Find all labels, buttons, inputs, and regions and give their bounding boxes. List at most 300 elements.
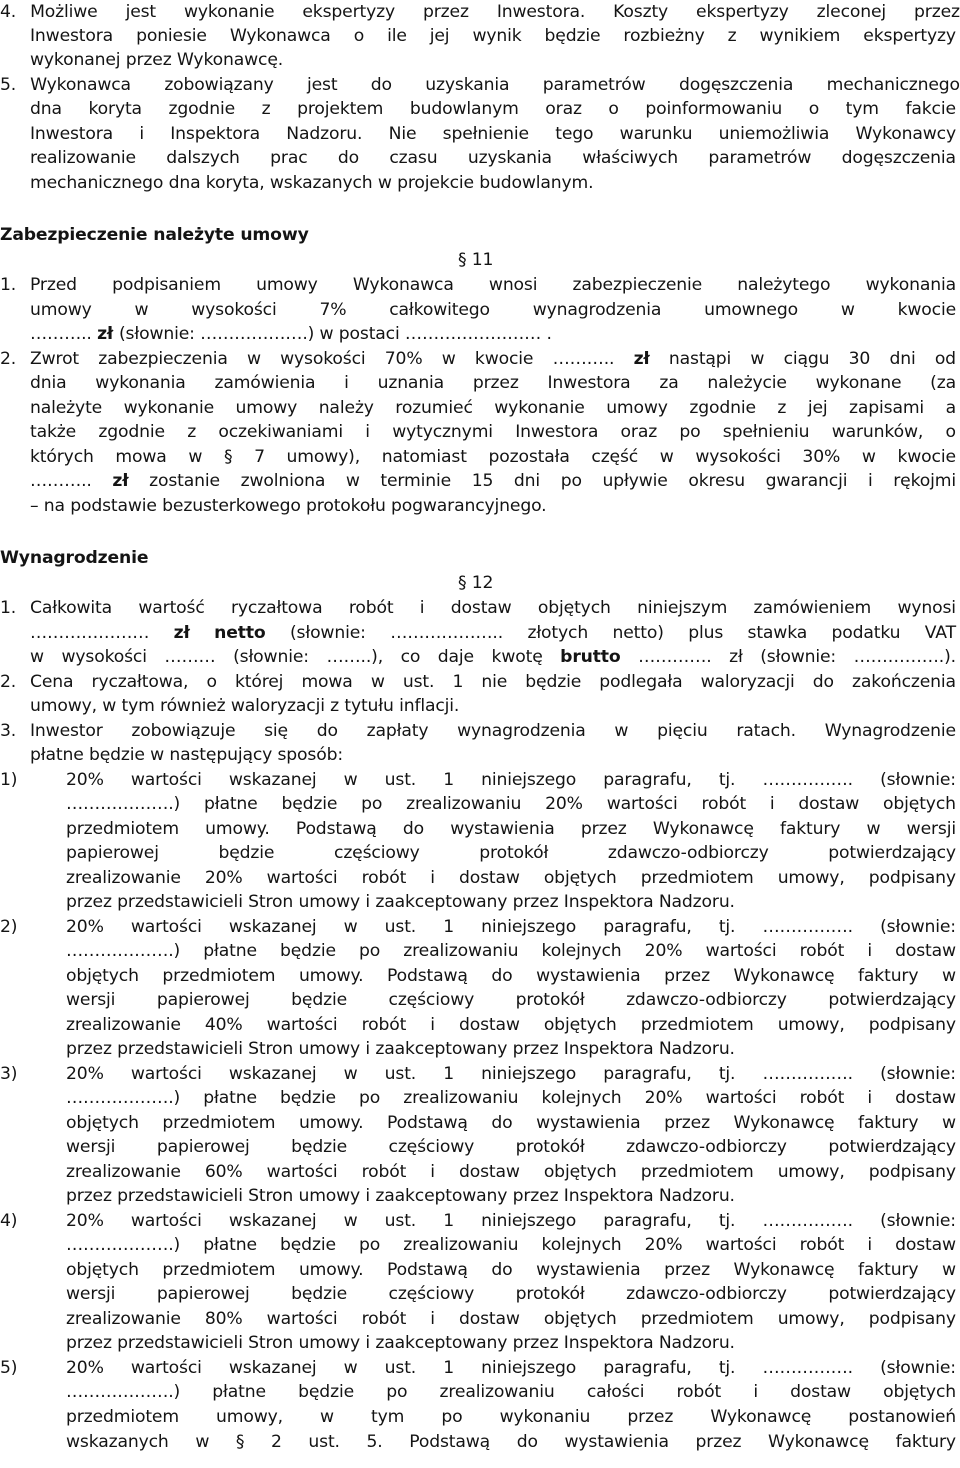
word: umowy (298, 892, 366, 912)
word: zgodnie (98, 422, 165, 442)
word: uzyskania (425, 75, 510, 95)
word: zamówieniem (753, 598, 872, 618)
word: robót (676, 1382, 722, 1402)
word: wynik (472, 26, 522, 46)
line-text (30, 670, 956, 695)
word: 1 (443, 1358, 455, 1378)
word: i (139, 124, 144, 144)
word: umowy (256, 275, 318, 295)
word: ciągu (783, 349, 830, 369)
word: tym (845, 99, 879, 119)
word: i (419, 598, 425, 618)
word: § (223, 447, 233, 467)
word: Inwestora (547, 373, 631, 393)
word: paragrafu, (603, 1211, 692, 1231)
word: …………….). (853, 647, 956, 667)
word: po (359, 941, 381, 961)
text-line (0, 915, 956, 940)
word: Stron (248, 892, 299, 912)
word: dostaw (458, 1309, 520, 1329)
word: (słownie: (880, 1211, 956, 1231)
word: ust. (384, 770, 417, 790)
word: po (359, 1235, 381, 1255)
word: zwolniona (240, 471, 326, 491)
word: w (614, 721, 629, 741)
word: objętych (537, 598, 611, 618)
word: objętych (66, 966, 139, 986)
word: robót (799, 1235, 845, 1255)
word: zapisami (849, 398, 925, 418)
word: zaakceptowany (375, 1039, 513, 1059)
word: dostaw (895, 1235, 956, 1255)
word: umowy, (777, 1309, 845, 1329)
word: się (264, 721, 288, 741)
word: kolejnych (541, 1235, 622, 1255)
word: 20% (66, 917, 104, 937)
word: tj. (718, 770, 736, 790)
word: wynosi (897, 598, 956, 618)
word: umowy (30, 300, 92, 320)
word: będzie (291, 1137, 348, 1157)
text-line (30, 445, 956, 470)
word: ……………….) (66, 1382, 181, 1402)
word: po (560, 471, 582, 491)
word: rozumieć (395, 398, 473, 418)
word: dostaw (798, 794, 860, 814)
word: wykonania (865, 275, 956, 295)
word: wynagrodzenia (532, 300, 662, 320)
word: w (370, 672, 385, 692)
word: Inwestora (515, 422, 599, 442)
word: 70% (384, 349, 423, 369)
word: dostaw (790, 1382, 851, 1402)
word: Nadzoru. (658, 892, 735, 912)
word: faktury (895, 1432, 956, 1452)
word: paragrafu, (603, 1358, 692, 1378)
word: wartości (130, 1358, 202, 1378)
word: Całkowita (30, 598, 113, 618)
text-line (66, 841, 956, 866)
word: prac (270, 148, 308, 168)
word: i (430, 1309, 435, 1329)
word: Wykonawcy (855, 124, 956, 144)
word: podpisany (868, 1162, 956, 1182)
text-line (66, 1405, 956, 1430)
word: wartości (705, 941, 777, 961)
line-text (30, 0, 960, 25)
word: zrealizowaniu (403, 1088, 519, 1108)
word: do (370, 75, 392, 95)
word: Wykonawcę (733, 1113, 835, 1133)
word: w (343, 1358, 358, 1378)
word: niniejszego (481, 1211, 577, 1231)
word: zrealizowaniu (439, 1382, 555, 1402)
word: przedstawicieli (117, 1039, 249, 1059)
word: przedmiotem (640, 868, 754, 888)
word: przez (512, 1186, 564, 1206)
word: po (679, 422, 701, 442)
word: protokół (479, 843, 549, 863)
word: 30 (848, 349, 871, 369)
word: ust. (402, 672, 435, 692)
word: zabezpieczenia (98, 349, 228, 369)
word: § (235, 1432, 245, 1452)
text-line (66, 1111, 956, 1136)
word: fakcie (905, 99, 956, 119)
word: częściowy (388, 1137, 475, 1157)
text-line (66, 1307, 956, 1332)
word: zakończenia (852, 672, 956, 692)
text-line (66, 1184, 956, 1209)
word: zdawczo-odbiorczy (607, 843, 769, 863)
word: niniejszego (481, 917, 577, 937)
word: wystawienia (536, 1260, 641, 1280)
word: przedstawicieli (117, 892, 249, 912)
text-line (66, 939, 956, 964)
word: podpisaniem (112, 275, 221, 295)
text-line (66, 1086, 956, 1111)
word: w (319, 324, 339, 344)
word: przez (664, 1113, 710, 1133)
word: natomiast (381, 447, 467, 467)
word: umowy. (298, 1260, 364, 1280)
word: Wykonawcę (733, 1260, 835, 1280)
text-line (30, 146, 956, 171)
word: dostaw (458, 1015, 520, 1035)
word: w (343, 1064, 358, 1084)
line-text (30, 719, 956, 744)
word: ……………. (762, 1358, 853, 1378)
text-line (0, 719, 956, 744)
word: będzie (544, 26, 601, 46)
text-line (30, 322, 956, 347)
word: Cena (30, 672, 74, 692)
text-line (30, 298, 956, 323)
word: ……….. (552, 349, 615, 369)
word: dostaw (458, 1162, 520, 1182)
word: zaakceptowany (375, 1333, 513, 1353)
word: ……………….) (66, 794, 181, 814)
word: płatne (203, 794, 258, 814)
item-number: 1. (0, 275, 17, 295)
text-line (0, 273, 956, 298)
word: wartości (266, 1162, 338, 1182)
word: pogwarancyjnego. (391, 496, 547, 516)
word: w (840, 300, 855, 320)
word: zrealizowaniu (403, 941, 519, 961)
word: kwocie (474, 349, 534, 369)
word: o (353, 26, 365, 46)
word: w (941, 1113, 956, 1133)
text-line (0, 670, 956, 695)
word: całkowitego (389, 300, 490, 320)
word: ust. (384, 917, 417, 937)
word: 20% (66, 1211, 104, 1231)
word: sposób: (277, 745, 343, 765)
word: umowy, (777, 1162, 845, 1182)
word: płatne (203, 941, 257, 961)
word: dogęszczenia (678, 75, 794, 95)
word: do (316, 721, 338, 741)
word: wersji (66, 1284, 116, 1304)
word: zł (173, 623, 190, 643)
word: do (516, 1432, 538, 1452)
word: przez (914, 2, 960, 22)
word: terminie (380, 471, 452, 491)
word: jej (429, 26, 450, 46)
word: podatku (831, 623, 901, 643)
word: objętych (543, 1309, 617, 1329)
word: Wykonawca (229, 26, 331, 46)
word: Wykonawcę (710, 1407, 812, 1427)
word: i (769, 794, 775, 814)
text-line: mechanicznego dna koryta, wskazanych w projekcie budowlanym. (30, 173, 594, 193)
word: uzyskania (467, 148, 552, 168)
word: zgodnie (168, 99, 236, 119)
word: postanowień (848, 1407, 956, 1427)
word: wykonanie (494, 398, 585, 418)
word: umowy (606, 398, 668, 418)
word: w (941, 1260, 956, 1280)
word: faktury (858, 1113, 919, 1133)
word: tym (121, 696, 161, 716)
word: bezusterkowego (162, 496, 307, 516)
word: umowy. (205, 819, 270, 839)
word: przez (512, 892, 564, 912)
word: waloryzacji (230, 696, 331, 716)
word: niniejszego (481, 770, 577, 790)
word: mowa (301, 672, 353, 692)
word: przedmiotem (162, 1113, 276, 1133)
text-line (0, 347, 956, 372)
word: zamówienia (214, 373, 316, 393)
word: i (365, 422, 370, 442)
word: zrealizowaniu (403, 1235, 519, 1255)
word: ……………….. (390, 623, 504, 643)
word: wykonaniu (499, 1407, 591, 1427)
word: potwierdzający (828, 990, 956, 1010)
word: będzie (280, 1088, 336, 1108)
word: tym (371, 1407, 405, 1427)
word: Stron (248, 1186, 299, 1206)
word: przedstawicieli (117, 1186, 249, 1206)
word: właściwych (582, 148, 679, 168)
word: niniejszym (637, 598, 728, 618)
word: przez (512, 1333, 564, 1353)
word: w (343, 917, 358, 937)
word: ……………. (762, 1211, 853, 1231)
word: jest (125, 2, 157, 22)
word: robót (361, 1015, 407, 1035)
word: wartość (138, 598, 205, 618)
word: umowy. (298, 1113, 364, 1133)
word: będzie (291, 1284, 348, 1304)
word: faktury (858, 966, 919, 986)
word: Inspektora (563, 892, 659, 912)
word: wystawienia (536, 1113, 641, 1133)
word: ile (387, 26, 407, 46)
word: Wynagrodzenie (824, 721, 956, 741)
word: będzie (281, 794, 338, 814)
word: wynagrodzenia (457, 721, 586, 741)
item-number: 3) (0, 1064, 18, 1084)
word: Inspektora (563, 1186, 659, 1206)
word: przez (664, 1260, 710, 1280)
word: pozostała (488, 447, 570, 467)
word: będzie (280, 1235, 336, 1255)
word: 2 (270, 1432, 282, 1452)
word: podstawie (70, 496, 163, 516)
word: tj. (718, 1064, 736, 1084)
word: umowy, (777, 1015, 845, 1035)
word: wartości (130, 917, 202, 937)
text-line (30, 494, 956, 519)
word: będzie (525, 672, 582, 692)
word: Inspektora (563, 1039, 659, 1059)
word: Nadzoru. (658, 1333, 735, 1353)
word: w (343, 1211, 358, 1231)
item-number: 4. (0, 2, 17, 22)
word: w (441, 349, 456, 369)
word: wysokości (695, 447, 781, 467)
line-text (66, 915, 956, 940)
word: kwotę (491, 647, 543, 667)
word: wykonania (95, 373, 186, 393)
word: będzie (88, 745, 151, 765)
word: w (320, 1407, 334, 1427)
word: waloryzacji (700, 672, 795, 692)
word: wartości (705, 1235, 777, 1255)
word: Wykonawcę (768, 1432, 869, 1452)
word: 1 (443, 1211, 455, 1231)
word: inflacji. (399, 696, 460, 716)
word: pięciu (657, 721, 708, 741)
word: do (402, 819, 424, 839)
word: Nadzoru. (658, 1039, 735, 1059)
word: ust. (308, 1432, 340, 1452)
word: protokołu (306, 496, 391, 516)
word: Podstawą (387, 966, 468, 986)
word: wystawienia (450, 819, 555, 839)
word: ust. (384, 1064, 417, 1084)
word: ……………….) (66, 941, 181, 961)
word: wartości (130, 1211, 202, 1231)
word: Przed (30, 275, 77, 295)
word: przedmiotem (640, 1309, 754, 1329)
word: 20% (66, 1064, 104, 1084)
word: i (867, 471, 873, 491)
word: papierowej (156, 1284, 250, 1304)
text-line (66, 792, 956, 817)
word: w (188, 447, 203, 467)
word: 1 (443, 917, 455, 937)
word: należytego (737, 275, 831, 295)
line-text (66, 1209, 956, 1234)
word: ekspertyzy (863, 26, 956, 46)
word: i (867, 1088, 872, 1108)
word: a (945, 398, 956, 418)
word: dni (889, 349, 916, 369)
word: ekspertyzy (696, 2, 789, 22)
word: umowy, (216, 1407, 283, 1427)
word: umownego (704, 300, 798, 320)
word: przez (66, 892, 118, 912)
word: w (750, 349, 765, 369)
word: do (491, 1260, 513, 1280)
word: Nie (388, 124, 417, 144)
word: zdawczo-odbiorczy (626, 990, 787, 1010)
word: zrealizowanie (66, 868, 181, 888)
word: przez (627, 1407, 674, 1427)
word: stawka (747, 623, 808, 643)
word: i (430, 868, 435, 888)
word: zobowiązuje (131, 721, 236, 741)
word: przez (512, 1039, 564, 1059)
text-line: wykonanej przez Wykonawcę. (30, 50, 284, 70)
word: tego (555, 124, 594, 144)
text-line (66, 988, 956, 1013)
word: zapłaty (366, 721, 429, 741)
word: w (659, 447, 674, 467)
word: Inwestora (30, 26, 114, 46)
word: za (659, 373, 679, 393)
word: robót (361, 1309, 407, 1329)
text-line (0, 1209, 956, 1234)
word: oraz (620, 422, 658, 442)
word: w (134, 300, 149, 320)
word: ……… (164, 647, 216, 667)
text-line (30, 469, 956, 494)
word: część (591, 447, 639, 467)
text-line (66, 1331, 956, 1356)
word: w (343, 770, 358, 790)
word: ……….. (30, 324, 98, 344)
text-line (30, 371, 956, 396)
word: Wykonawca (30, 75, 131, 95)
word: ……..), (326, 647, 384, 667)
word: zabezpieczenie (572, 275, 703, 295)
word: (słownie: (289, 623, 366, 643)
word: złotych (527, 623, 589, 643)
word: kolejnych (541, 941, 622, 961)
word: i (365, 892, 376, 912)
word: następujący (169, 745, 278, 765)
text-line (66, 1037, 956, 1062)
line-text (66, 1356, 956, 1381)
word: o (808, 99, 820, 119)
word: dostaw (450, 598, 512, 618)
word: 20% (644, 1235, 683, 1255)
word: dogęszczenia (841, 148, 956, 168)
word: papierowej (156, 990, 250, 1010)
text-line (0, 768, 956, 793)
text-line (0, 73, 960, 98)
word: i (365, 1186, 376, 1206)
word: dostaw (895, 1088, 956, 1108)
word: (słownie: (880, 1358, 956, 1378)
text-line (30, 645, 956, 670)
word: potwierdzający (828, 1137, 956, 1157)
word: wskazanej (228, 917, 317, 937)
word: przedmiotem (66, 1407, 179, 1427)
word: przez (66, 1186, 118, 1206)
word: upływie (602, 471, 668, 491)
word: do (491, 966, 513, 986)
word: potwierdzający (828, 1284, 956, 1304)
word: wskazanej (228, 1064, 317, 1084)
word: ryczałtowa (230, 598, 323, 618)
word: podpisany (868, 1015, 956, 1035)
